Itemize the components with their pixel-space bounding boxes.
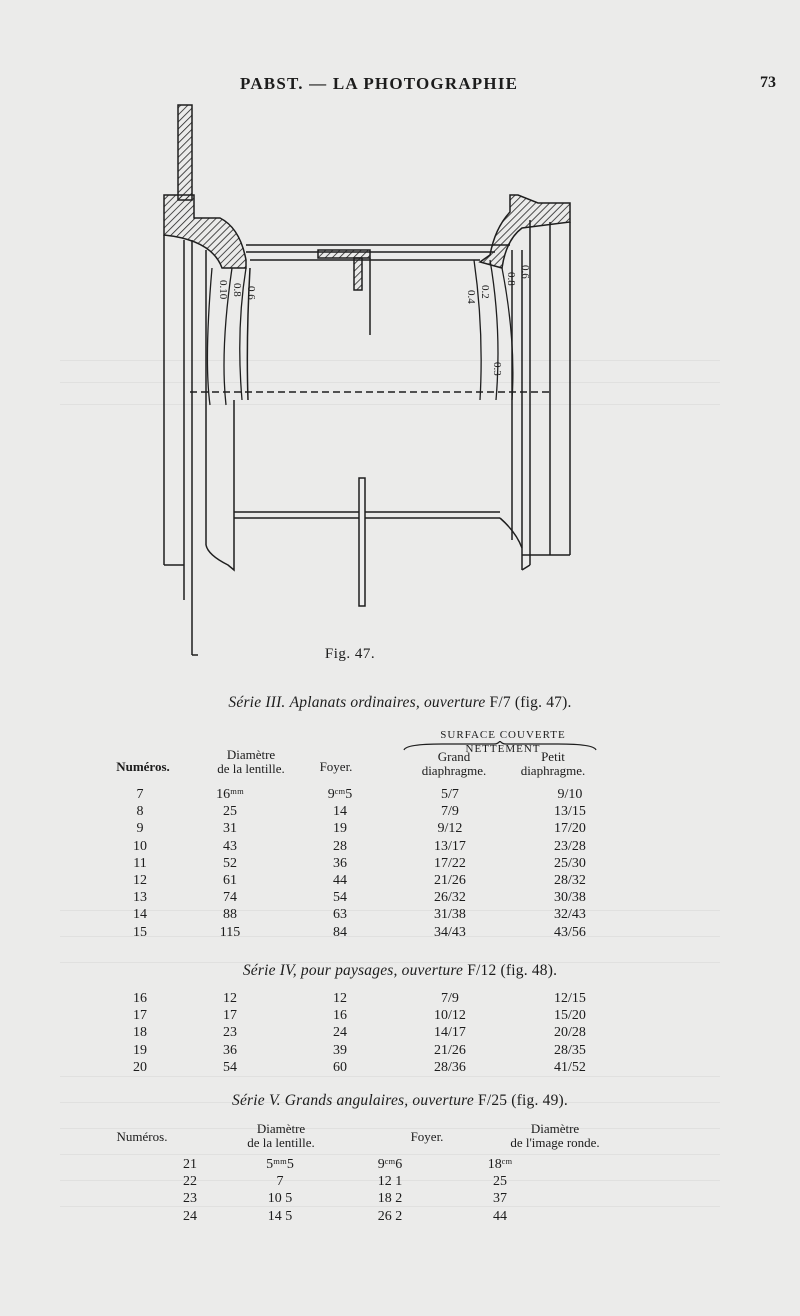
cell: 19 (333, 821, 347, 837)
cell: 34/43 (434, 924, 466, 940)
cell: 12 (333, 991, 347, 1007)
serie5-title (0, 1092, 800, 1110)
serie5-title-suffix: F/25 (fig. 49). (478, 1092, 568, 1109)
cell: 28 (333, 838, 347, 854)
table-row (160, 1156, 560, 1173)
cell: 18 (133, 1025, 147, 1041)
cell: 13/15 (554, 804, 586, 820)
diaphragm-plate (318, 250, 370, 258)
serie4-title-prefix: Série IV, (242, 962, 297, 979)
cell: 9 (136, 821, 144, 837)
cell: 9/12 (437, 821, 463, 837)
serie5-title-italic: Grands angulaires, ouverture (284, 1092, 474, 1109)
cell: 25/30 (554, 855, 586, 871)
cell: 10 (133, 838, 147, 854)
cell: 9ᶜᵐ6 (377, 1157, 403, 1173)
table-row (110, 803, 630, 820)
lens-label-2: 0.8 (231, 283, 243, 297)
cell: 9ᶜᵐ5 (327, 787, 353, 803)
cell: 13/17 (434, 838, 466, 854)
cell: 7/9 (441, 991, 459, 1007)
cell: 28/36 (434, 1059, 466, 1075)
cell: 12 (223, 991, 237, 1007)
cell: 14 (333, 804, 347, 820)
table-row (160, 1208, 560, 1225)
table-row (160, 1190, 560, 1207)
running-head-title: PABST. — LA PHOTOGRAPHIE (240, 74, 519, 93)
table-row (110, 786, 630, 803)
table-row (110, 872, 630, 889)
table-row (110, 924, 630, 941)
cell: 44 (333, 873, 347, 889)
cell: 15 (133, 924, 147, 940)
running-head (0, 74, 800, 98)
cell: 14 (133, 907, 147, 923)
cell: 60 (333, 1059, 347, 1075)
cell: 23 (183, 1191, 197, 1207)
cell: 25 (493, 1174, 507, 1190)
serie5-header-image: Diamètre de l'image ronde. (510, 1121, 600, 1150)
lens-label-1: 0.10 (217, 280, 229, 300)
serie5-header-foyer: Foyer. (410, 1129, 444, 1144)
cell: 7 (276, 1174, 284, 1190)
lens-label-4: 0.4 (465, 290, 477, 304)
serie3-table (110, 786, 630, 941)
table-row (110, 889, 630, 906)
serie4-title (0, 962, 800, 980)
cell: 17/22 (434, 855, 466, 871)
cell: 74 (223, 890, 237, 906)
cell: 31 (223, 821, 237, 837)
cell: 28/35 (554, 1042, 586, 1058)
cell: 52 (223, 855, 237, 871)
table-row (110, 906, 630, 923)
cell: 54 (333, 890, 347, 906)
cell: 39 (333, 1042, 347, 1058)
cell: 54 (223, 1059, 237, 1075)
cell: 21/26 (434, 873, 466, 889)
cell: 12/15 (554, 991, 586, 1007)
cell: 12 1 (377, 1174, 403, 1190)
table-row (110, 855, 630, 872)
cell: 7/9 (441, 804, 459, 820)
lens-label-5: 0.2 (479, 285, 491, 299)
cell: 26/32 (434, 890, 466, 906)
cell: 5ᵐᵐ5 (266, 1157, 294, 1173)
cell: 19 (133, 1042, 147, 1058)
serie3-header-petit: Petit diaphragme. (520, 749, 586, 778)
cell: 84 (333, 924, 347, 940)
cell: 15/20 (554, 1008, 586, 1024)
cell: 23/28 (554, 838, 586, 854)
cell: 31/38 (434, 907, 466, 923)
cell: 14 5 (267, 1208, 293, 1224)
lens-diagram (150, 100, 620, 665)
cell: 18ᶜᵐ (487, 1157, 513, 1173)
cell: 21 (183, 1157, 197, 1173)
table-row (110, 1042, 630, 1059)
cell: 115 (219, 924, 241, 940)
cell: 63 (333, 907, 347, 923)
table-row (110, 1024, 630, 1041)
serie3-header-numeros: Numéros. (116, 759, 170, 774)
cell: 22 (183, 1174, 197, 1190)
table-row (110, 990, 630, 1007)
serie4-title-italic: pour paysages, ouverture (300, 962, 464, 979)
cell: 17 (223, 1008, 237, 1024)
serie4-title-suffix: F/12 (fig. 48). (467, 962, 558, 979)
cell: 5/7 (441, 787, 459, 803)
cell: 30/38 (554, 890, 586, 906)
cell: 25 (223, 804, 237, 820)
table-row (160, 1173, 560, 1190)
lens-label-3: 0.6 (245, 286, 257, 300)
serie3-group-header: SURFACE COUVERTE NETTEMENT (440, 729, 566, 755)
lens-label-6: 0.3 (491, 362, 503, 376)
table-row (110, 838, 630, 855)
cell: 7 (136, 787, 144, 803)
cell: 16 (333, 1008, 347, 1024)
serie5-header-numeros: Numéros. (116, 1129, 168, 1144)
figure-caption: Fig. 47. (324, 646, 376, 662)
cell: 10 5 (267, 1191, 293, 1207)
cell: 37 (493, 1191, 507, 1207)
table-row (110, 820, 630, 837)
table-row (110, 1059, 630, 1076)
cell: 21/26 (434, 1042, 466, 1058)
cell: 43/56 (554, 924, 586, 940)
cell: 28/32 (554, 873, 586, 889)
table-row (110, 1007, 630, 1024)
cell: 17/20 (554, 821, 586, 837)
serie4-table (110, 990, 630, 1076)
cell: 24 (183, 1208, 197, 1224)
cell: 14/17 (434, 1025, 466, 1041)
serie5-table (160, 1156, 560, 1225)
cell: 12 (133, 873, 147, 889)
cell: 26 2 (377, 1208, 403, 1224)
serie3-header-diametre: Diamètre de la lentille. (217, 747, 285, 776)
cell: 13 (133, 890, 147, 906)
serie3-header-foyer: Foyer. (319, 759, 353, 774)
cell: 8 (136, 804, 144, 820)
left-flange-post (178, 105, 192, 200)
left-flange-body (164, 195, 246, 268)
cell: 32/43 (554, 907, 586, 923)
cell: 20/28 (554, 1025, 586, 1041)
cell: 9/10 (557, 787, 583, 803)
cell: 24 (333, 1025, 347, 1041)
serie3-title-prefix: Série III. (228, 694, 286, 711)
cell: 43 (223, 838, 237, 854)
cell: 36 (223, 1042, 237, 1058)
cell: 11 (133, 855, 147, 871)
serie5-title-prefix: Série V. (232, 1092, 281, 1109)
cell: 44 (493, 1208, 507, 1224)
cell: 61 (223, 873, 237, 889)
cell: 16ᵐᵐ (216, 787, 244, 803)
page-number: 73 (760, 74, 776, 91)
serie3-title (0, 694, 800, 712)
lens-label-8: 0.6 (519, 265, 531, 279)
cell: 17 (133, 1008, 147, 1024)
cell: 41/52 (554, 1059, 586, 1075)
cell: 20 (133, 1059, 147, 1075)
serie3-title-italic: Aplanats ordinaires, ouverture (289, 694, 486, 711)
serie5-header-diametre: Diamètre de la lentille. (247, 1121, 315, 1150)
cell: 23 (223, 1025, 237, 1041)
cell: 18 2 (377, 1191, 403, 1207)
right-flange-body (480, 195, 570, 268)
lens-label-7: 0.8 (505, 272, 517, 286)
cell: 36 (333, 855, 347, 871)
serie3-title-suffix: F/7 (fig. 47). (489, 694, 572, 711)
cell: 10/12 (434, 1008, 466, 1024)
cell: 16 (133, 991, 147, 1007)
cell: 88 (223, 907, 237, 923)
centre-pin (359, 478, 365, 606)
serie3-header-grand: Grand diaphragme. (421, 749, 487, 778)
